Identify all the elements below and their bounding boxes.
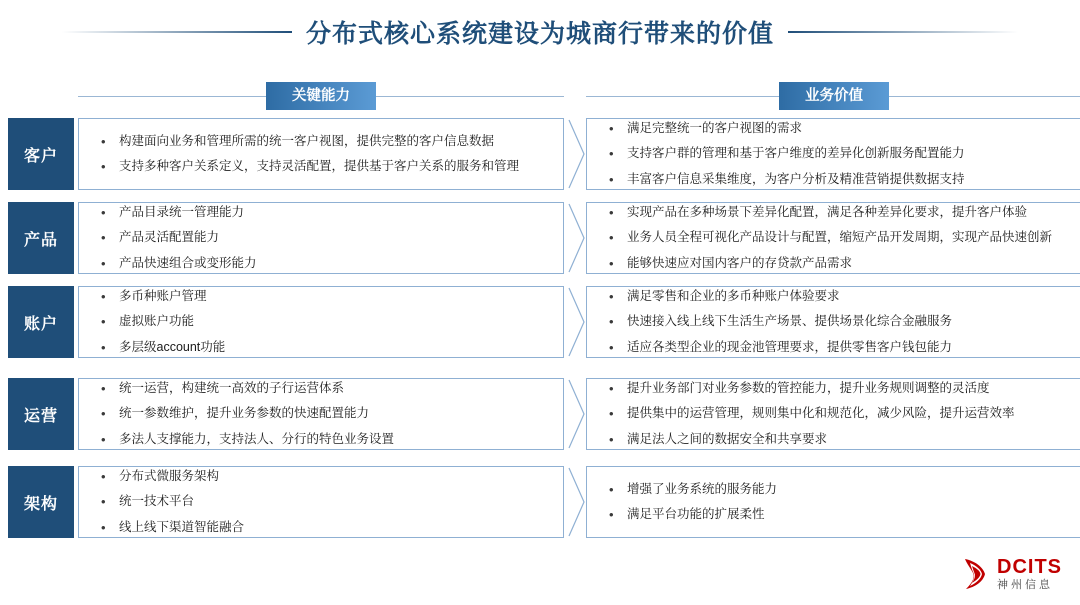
list-item: • 满足完整统一的客户视图的需求	[603, 119, 1069, 138]
list-item: • 统一技术平台	[95, 492, 551, 511]
capability-panel-customer	[78, 118, 564, 190]
list-item: • 线上线下渠道智能融合	[95, 518, 551, 537]
capability-panel-product	[78, 202, 564, 274]
list-item: • 产品快速组合或变形能力	[95, 254, 551, 273]
arrow-icon	[567, 466, 587, 538]
list-item: • 产品目录统一管理能力	[95, 203, 551, 222]
list-item: • 统一运营，构建统一高效的子行运营体系	[95, 379, 551, 398]
slide-title-bar	[0, 8, 1080, 56]
list-item: • 增强了业务系统的服务能力	[603, 480, 1069, 499]
value-panel-account	[586, 286, 1080, 358]
logo-sub-text: 神州信息	[997, 579, 1053, 591]
value-list-product	[603, 204, 1069, 270]
capability-panel-operations	[78, 378, 564, 450]
list-item: • 满足零售和企业的多币种账户体验要求	[603, 287, 1069, 306]
row-label-architecture	[8, 466, 74, 538]
list-item: • 快速接入线上线下生活生产场景、提供场景化综合金融服务	[603, 312, 1069, 331]
header-line-left	[78, 96, 266, 97]
list-item: • 构建面向业务和管理所需的统一客户视图，提供完整的客户信息数据	[95, 132, 551, 151]
arrow-customer	[567, 118, 587, 190]
list-item: • 产品灵活配置能力	[95, 228, 551, 247]
page-title: 分布式核心系统建设为城商行带来的价值	[305, 20, 774, 48]
list-item: • 多法人支撑能力，支持法人、分行的特色业务设置	[95, 430, 551, 449]
arrow-icon	[567, 378, 587, 450]
arrow-product	[567, 202, 587, 274]
header-line-right	[586, 96, 779, 97]
value-panel-product	[586, 202, 1080, 274]
list-item: • 适应各类型企业的现金池管理要求，提供零售客户钱包能力	[603, 338, 1069, 357]
value-list-architecture	[603, 477, 1069, 527]
row-label-product	[8, 202, 74, 274]
row-label-customer	[8, 118, 74, 190]
arrow-icon	[567, 118, 587, 190]
arrow-icon	[567, 286, 587, 358]
value-panel-operations	[586, 378, 1080, 450]
capability-list-architecture	[95, 468, 551, 534]
title-rule-right	[788, 31, 1018, 33]
arrow-icon	[567, 202, 587, 274]
list-item: • 能够快速应对国内客户的存贷款产品需求	[603, 254, 1069, 273]
list-item: • 业务人员全程可视化产品设计与配置，缩短产品开发周期，实现产品快速创新	[603, 228, 1069, 247]
list-item: • 丰富客户信息采集维度，为客户分析及精准营销提供数据支持	[603, 170, 1069, 189]
value-list-account	[603, 288, 1069, 354]
column-header-value	[586, 82, 1080, 110]
capability-list-operations	[95, 380, 551, 446]
list-item: • 支持多种客户关系定义，支持灵活配置，提供基于客户关系的服务和管理	[95, 157, 551, 176]
list-item: • 提供集中的运营管理，规则集中化和规范化，减少风险，提升运营效率	[603, 404, 1069, 423]
row-label-account	[8, 286, 74, 358]
row-label-text: 架构	[23, 495, 58, 513]
value-list-operations	[603, 380, 1069, 446]
value-list-customer	[603, 120, 1069, 186]
column-header-left-label: 关键能力	[266, 82, 376, 110]
value-panel-customer	[586, 118, 1080, 190]
arrow-operations	[567, 378, 587, 450]
list-item: • 分布式微服务架构	[95, 467, 551, 486]
column-header-capabilities	[78, 82, 564, 110]
list-item: • 满足平台功能的扩展柔性	[603, 505, 1069, 524]
capability-list-account	[95, 288, 551, 354]
row-label-text: 账户	[23, 315, 58, 333]
arrow-account	[567, 286, 587, 358]
list-item: • 支持客户群的管理和基于客户维度的差异化创新服务配置能力	[603, 144, 1069, 163]
capability-panel-account	[78, 286, 564, 358]
company-logo	[961, 557, 1062, 591]
row-label-text: 运营	[23, 407, 58, 425]
row-label-text: 产品	[23, 231, 58, 249]
dcits-logo-icon	[961, 557, 991, 591]
column-header-right-label: 业务价值	[779, 82, 889, 110]
list-item: • 满足法人之间的数据安全和共享要求	[603, 430, 1069, 449]
logo-text-block	[997, 557, 1062, 591]
list-item: • 统一参数维护，提升业务参数的快速配置能力	[95, 404, 551, 423]
header-line-left-2	[376, 96, 564, 97]
logo-main-text: DCITS	[997, 556, 1062, 578]
capability-panel-architecture	[78, 466, 564, 538]
row-label-text: 客户	[23, 147, 58, 165]
arrow-architecture	[567, 466, 587, 538]
value-panel-architecture	[586, 466, 1080, 538]
list-item: • 提升业务部门对业务参数的管控能力，提升业务规则调整的灵活度	[603, 379, 1069, 398]
capability-list-product	[95, 204, 551, 270]
list-item: • 多币种账户管理	[95, 287, 551, 306]
header-line-right-2	[889, 96, 1080, 97]
title-rule-left	[62, 31, 292, 33]
list-item: • 虚拟账户功能	[95, 312, 551, 331]
list-item: • 实现产品在多种场景下差异化配置，满足各种差异化要求，提升客户体验	[603, 203, 1069, 222]
row-label-operations	[8, 378, 74, 450]
list-item: • 多层级account功能	[95, 338, 551, 357]
capability-list-customer	[95, 129, 551, 179]
